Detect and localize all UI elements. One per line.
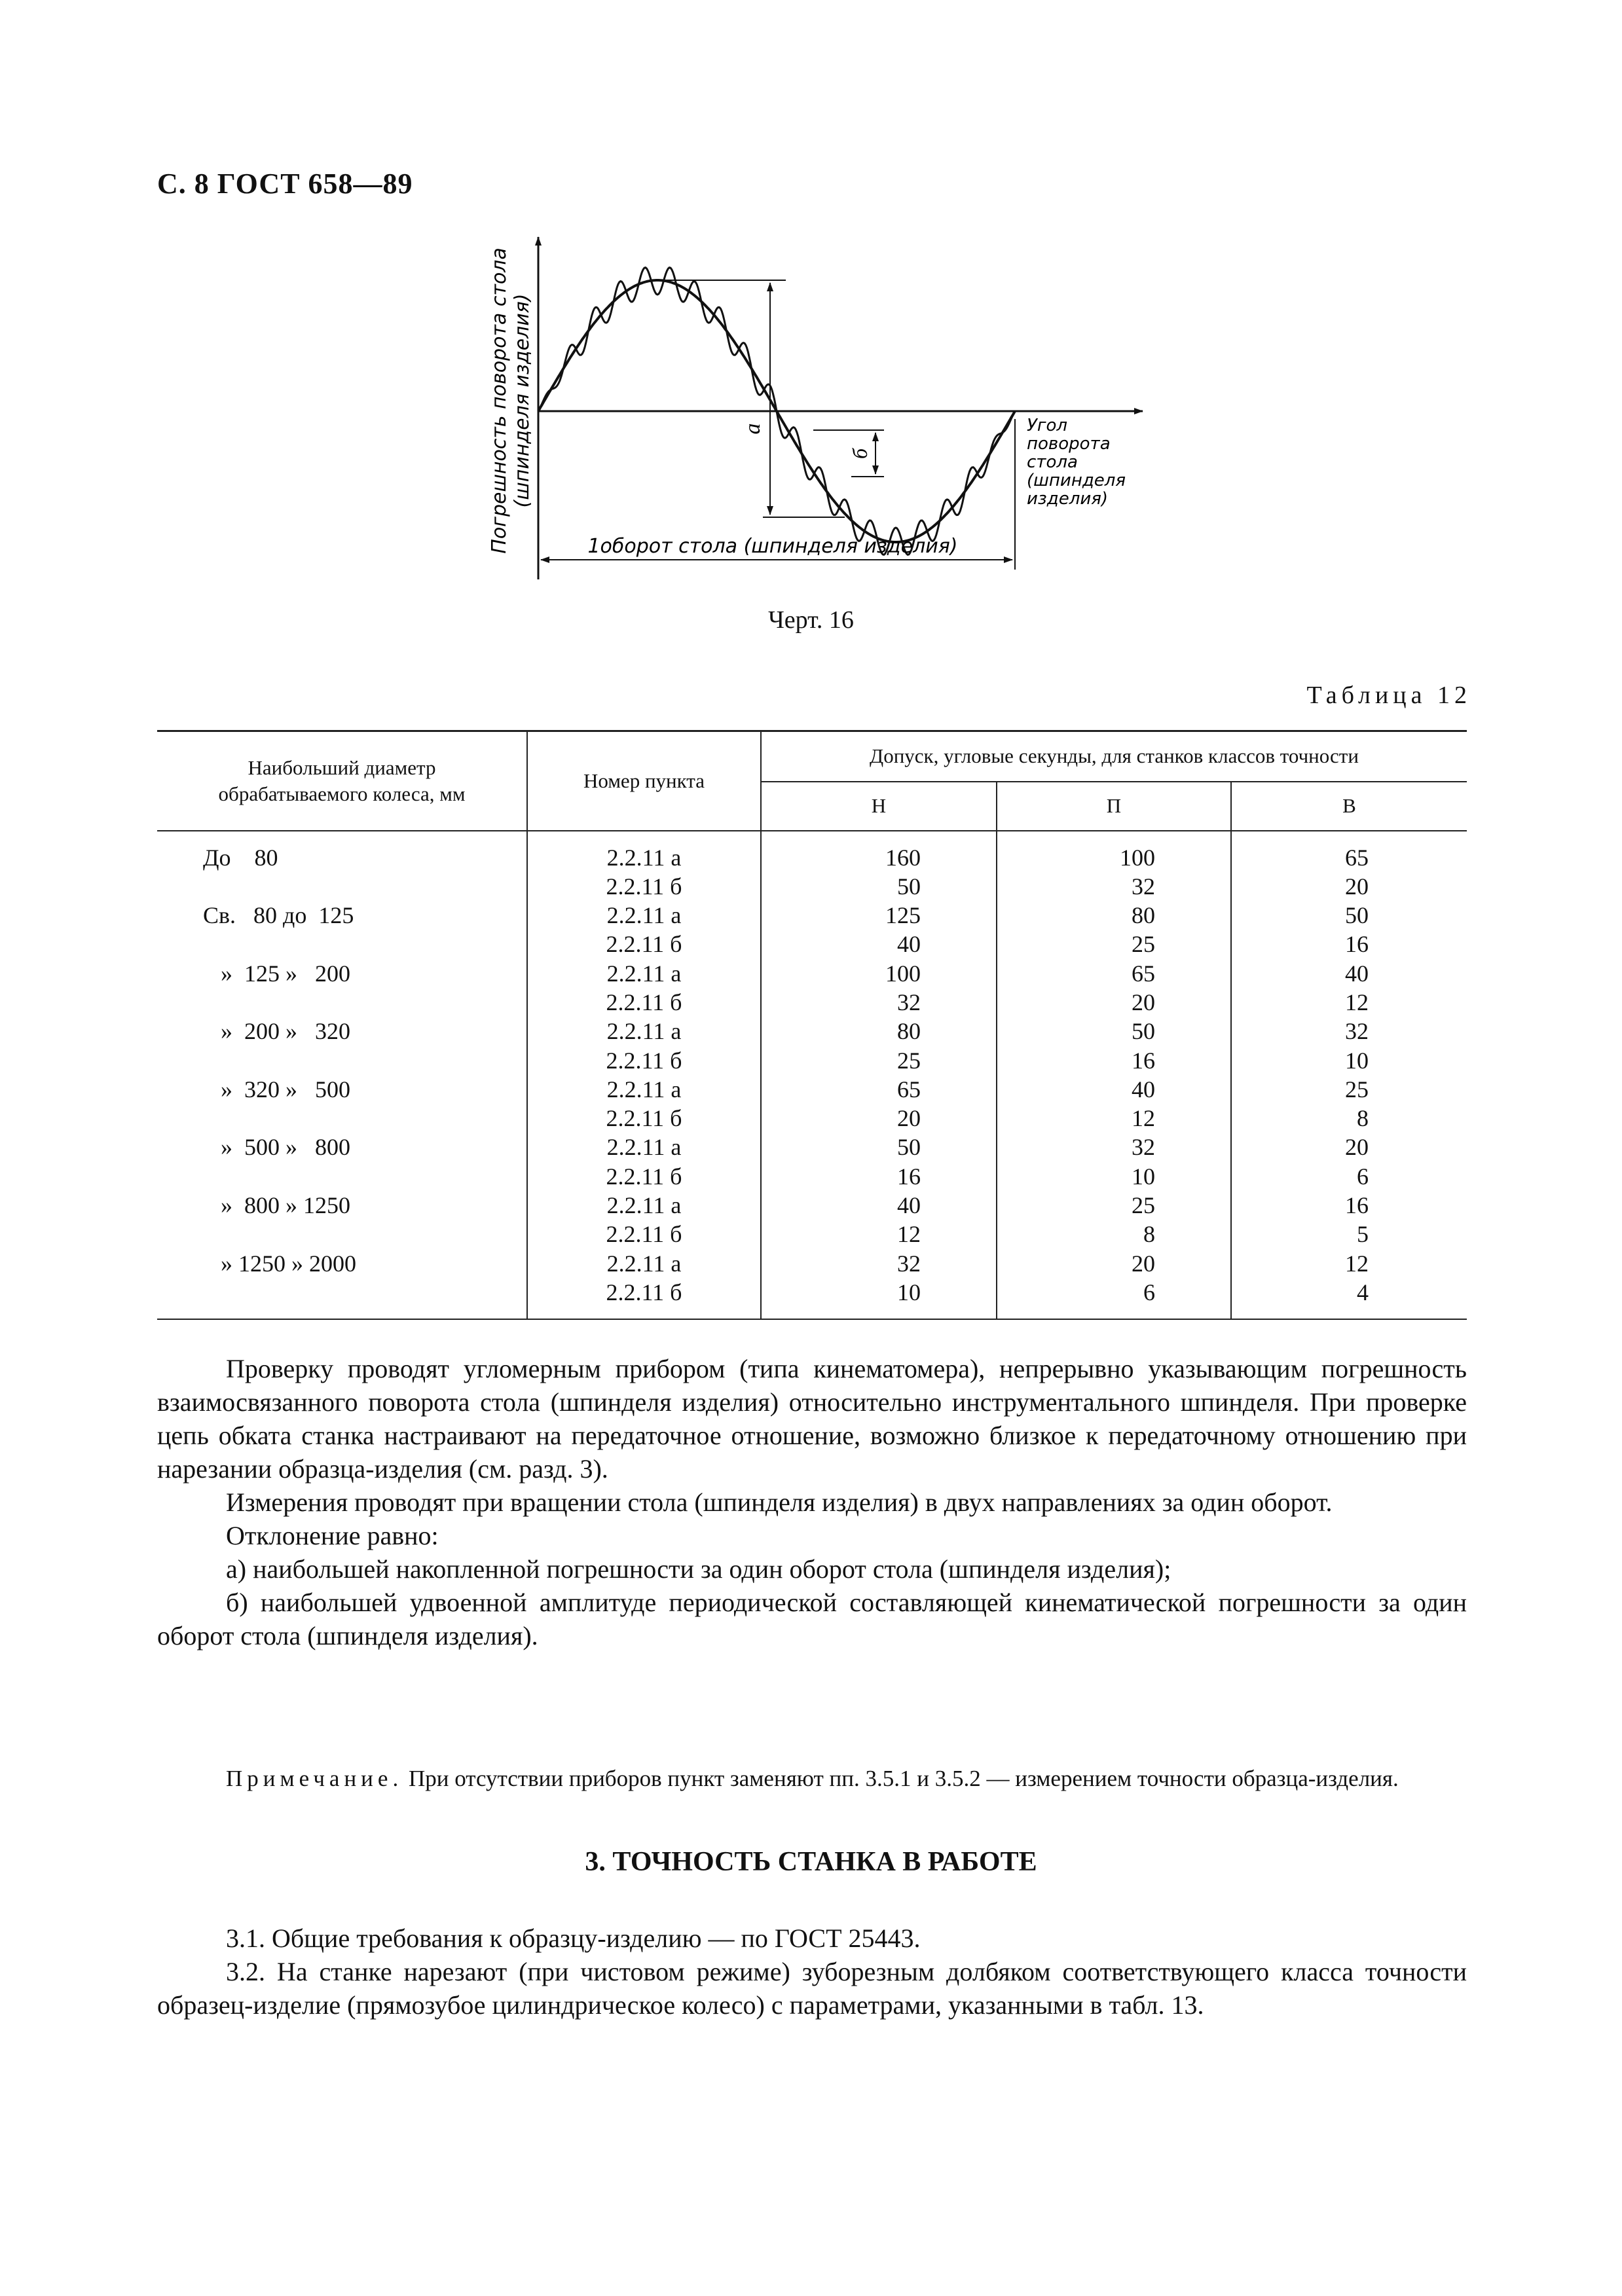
cell-item: 2.2.11 а [527, 831, 761, 872]
header-tolerance: Допуск, угловые секунды, для станков классов точности [761, 731, 1467, 782]
note [157, 1764, 1467, 1793]
paragraph: Отклонение равно: [226, 1521, 439, 1550]
cell-p: 50 [997, 1017, 1231, 1046]
cell-h: 125 [761, 901, 997, 930]
cell-item: 2.2.11 б [527, 1162, 761, 1191]
cell-v: 12 [1231, 1249, 1467, 1278]
dimension-a-label: а [741, 423, 765, 435]
cell-p: 80 [997, 901, 1231, 930]
cell-v: 40 [1231, 959, 1467, 988]
svg-text:(шпинделя: (шпинделя [1027, 471, 1126, 490]
cell-h: 32 [761, 988, 997, 1017]
page-header: С. 8 ГОСТ 658—89 [157, 168, 413, 200]
cell-diameter: До 80 [203, 844, 278, 871]
header-class-v: В [1231, 782, 1467, 831]
cell-p: 8 [997, 1220, 1231, 1248]
cell-p: 100 [997, 831, 1231, 872]
cell-v: 16 [1231, 930, 1467, 958]
cell-item: 2.2.11 а [527, 1075, 761, 1104]
cell-diameter [157, 988, 527, 1017]
cell-diameter: » 500 » 800 [203, 1134, 350, 1161]
header-item: Номер пункта [527, 731, 761, 831]
tolerance-table [157, 730, 1467, 1320]
table-row [157, 1249, 1467, 1278]
cell-item: 2.2.11 а [527, 959, 761, 988]
cell-p: 25 [997, 930, 1231, 958]
figure-caption: Черт. 16 [768, 606, 854, 634]
svg-text:поворота: поворота [1027, 434, 1111, 454]
cell-item: 2.2.11 б [527, 1104, 761, 1133]
paragraph: 3.2. На станке нарезают (при чистовом режиме) зуборезным долбяком соответствующего класса точности образец-изделие (прямозубое цилиндрическое колесо) с параметрами, указанными в табл. 13. [157, 1957, 1467, 2020]
cell-item: 2.2.11 б [527, 872, 761, 901]
cell-p: 40 [997, 1075, 1231, 1104]
cell-item: 2.2.11 б [527, 1278, 761, 1319]
cell-diameter [157, 1046, 527, 1075]
table-row [157, 1162, 1467, 1191]
paragraph: а) наибольшей накопленной погрешности за один оборот стола (шпинделя изделия); [226, 1554, 1171, 1584]
table-row [157, 1220, 1467, 1248]
cell-v: 25 [1231, 1075, 1467, 1104]
cell-v: 8 [1231, 1104, 1467, 1133]
dimension-b-label: б [848, 448, 872, 460]
table-row [157, 872, 1467, 901]
cell-p: 10 [997, 1162, 1231, 1191]
cell-p: 6 [997, 1278, 1231, 1319]
paragraph: 3.1. Общие требования к образцу-изделию — по ГОСТ 25443. [226, 1923, 921, 1953]
cell-v: 32 [1231, 1017, 1467, 1046]
table-row [157, 1191, 1467, 1220]
cell-p: 20 [997, 1249, 1231, 1278]
paragraph: б) наибольшей удвоенной амплитуде периодической составляющей кинематической погрешности за один оборот стола (шпинделя изделия). [157, 1588, 1467, 1650]
cell-p: 20 [997, 988, 1231, 1017]
cell-h: 40 [761, 1191, 997, 1220]
note-label: Примечание. [226, 1766, 403, 1791]
cell-v: 20 [1231, 872, 1467, 901]
cell-p: 16 [997, 1046, 1231, 1075]
table-row [157, 1017, 1467, 1046]
cell-v: 10 [1231, 1046, 1467, 1075]
table-row [157, 959, 1467, 988]
cell-h: 32 [761, 1249, 997, 1278]
cell-diameter [157, 1220, 527, 1248]
y-axis-label: Погрешность поворота стола [488, 247, 511, 554]
svg-text:Угол: Угол [1027, 416, 1068, 435]
svg-text:изделия): изделия) [1027, 489, 1108, 509]
svg-text:стола: стола [1027, 452, 1078, 472]
cell-diameter: » 200 » 320 [203, 1018, 350, 1045]
revolution-span-label: 1оборот стола (шпинделя изделия) [587, 535, 958, 558]
cell-h: 20 [761, 1104, 997, 1133]
table-label: Таблица 12 [1306, 682, 1471, 709]
paragraph: Проверку проводят угломерным прибором (типа кинематомера), непрерывно указывающим погрешность взаимосвязанного поворота стола (шпинделя изделия) относительно инструментального шпинделя. При проверке цепь обката станка настраивают на передаточное отношение, возможно близкое к передаточному отношению при нарезании образца-изделия (см. разд. 3). [157, 1354, 1467, 1484]
cell-p: 32 [997, 872, 1231, 901]
header-class-h: Н [761, 782, 997, 831]
x-axis-label [1027, 416, 1126, 509]
cell-item: 2.2.11 а [527, 901, 761, 930]
cell-diameter [157, 1278, 527, 1319]
cell-h: 40 [761, 930, 997, 958]
cell-h: 50 [761, 872, 997, 901]
cell-item: 2.2.11 б [527, 930, 761, 958]
cell-diameter: » 800 » 1250 [203, 1192, 350, 1219]
cell-item: 2.2.11 б [527, 1046, 761, 1075]
table-row [157, 1046, 1467, 1075]
cell-v: 5 [1231, 1220, 1467, 1248]
cell-v: 50 [1231, 901, 1467, 930]
cell-diameter: Св. 80 до 125 [203, 902, 354, 929]
cell-h: 160 [761, 831, 997, 872]
table-row [157, 901, 1467, 930]
section-text [157, 1922, 1467, 2022]
cell-v: 12 [1231, 988, 1467, 1017]
cell-h: 50 [761, 1133, 997, 1161]
cell-item: 2.2.11 а [527, 1133, 761, 1161]
table-row [157, 1104, 1467, 1133]
cell-diameter [157, 1162, 527, 1191]
cell-v: 4 [1231, 1278, 1467, 1319]
cell-h: 25 [761, 1046, 997, 1075]
cell-diameter: » 1250 » 2000 [203, 1250, 356, 1277]
paragraph: Измерения проводят при вращении стола (шпинделя изделия) в двух направлениях за один оборот. [226, 1487, 1333, 1517]
cell-item: 2.2.11 б [527, 988, 761, 1017]
section-heading: 3. ТОЧНОСТЬ СТАНКА В РАБОТЕ [585, 1847, 1037, 1877]
body-text [157, 1352, 1467, 1652]
cell-item: 2.2.11 а [527, 1017, 761, 1046]
cell-v: 20 [1231, 1133, 1467, 1161]
cell-item: 2.2.11 а [527, 1249, 761, 1278]
cell-h: 10 [761, 1278, 997, 1319]
note-text: При отсутствии приборов пункт заменяют пп. 3.5.1 и 3.5.2 — измерением точности образца-изделия. [403, 1766, 1399, 1791]
table-row [157, 1278, 1467, 1319]
error-diagram [458, 229, 1152, 583]
cell-item: 2.2.11 б [527, 1220, 761, 1248]
cell-h: 16 [761, 1162, 997, 1191]
cell-diameter [157, 930, 527, 958]
table-row [157, 1075, 1467, 1104]
y-axis-label-sub: (шпинделя изделия) [511, 293, 534, 508]
cell-v: 16 [1231, 1191, 1467, 1220]
cell-diameter: » 320 » 500 [203, 1076, 350, 1102]
cell-diameter [157, 872, 527, 901]
header-class-p: П [997, 782, 1231, 831]
cell-p: 32 [997, 1133, 1231, 1161]
cell-p: 12 [997, 1104, 1231, 1133]
cell-h: 65 [761, 1075, 997, 1104]
table-row [157, 930, 1467, 958]
table-row [157, 1133, 1467, 1161]
cell-diameter [157, 1104, 527, 1133]
cell-v: 6 [1231, 1162, 1467, 1191]
cell-h: 80 [761, 1017, 997, 1046]
cell-p: 25 [997, 1191, 1231, 1220]
header-diameter: Наибольший диаметр обрабатываемого колеса, мм [157, 731, 527, 831]
cell-h: 12 [761, 1220, 997, 1248]
cell-item: 2.2.11 а [527, 1191, 761, 1220]
cell-diameter: » 125 » 200 [203, 960, 350, 987]
cell-h: 100 [761, 959, 997, 988]
table-row [157, 831, 1467, 872]
table-row [157, 988, 1467, 1017]
cell-p: 65 [997, 959, 1231, 988]
cell-v: 65 [1231, 831, 1467, 872]
